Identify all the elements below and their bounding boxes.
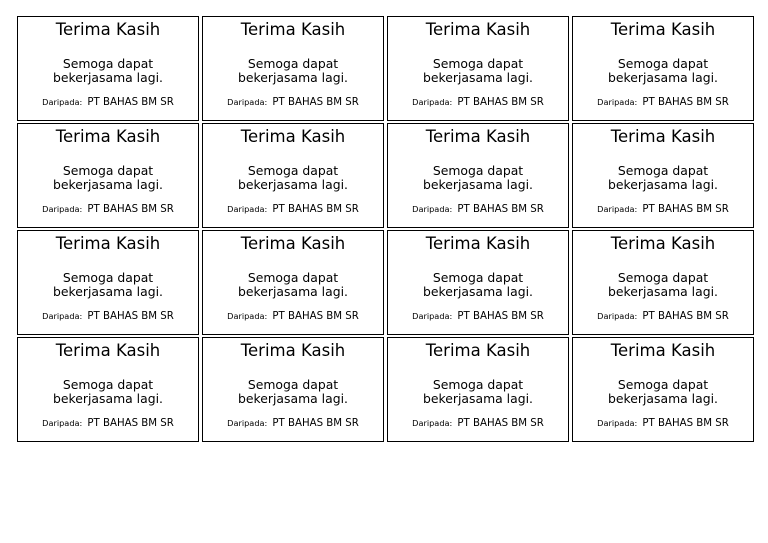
thank-you-card	[202, 230, 384, 335]
from-label: Daripada:	[42, 418, 83, 428]
card-title: Terima Kasih	[55, 341, 161, 360]
from-name: PT BAHAS BM SR	[272, 97, 359, 108]
thank-you-card	[387, 337, 569, 442]
card-from	[203, 201, 383, 216]
thank-you-card	[572, 230, 754, 335]
from-name: PT BAHAS BM SR	[87, 204, 174, 215]
from-name: PT BAHAS BM SR	[642, 418, 729, 429]
thank-you-card	[17, 16, 199, 121]
from-name: PT BAHAS BM SR	[457, 418, 544, 429]
card-title: Terima Kasih	[425, 20, 531, 39]
card-message: Semoga dapat bekerjasama lagi.	[608, 163, 718, 192]
card-title: Terima Kasih	[425, 234, 531, 253]
thank-you-card-sheet	[17, 16, 753, 442]
from-label: Daripada:	[42, 204, 83, 214]
from-label: Daripada:	[227, 204, 268, 214]
from-name: PT BAHAS BM SR	[457, 204, 544, 215]
from-label: Daripada:	[227, 311, 268, 321]
from-name: PT BAHAS BM SR	[272, 311, 359, 322]
card-title: Terima Kasih	[610, 234, 716, 253]
thank-you-card	[202, 337, 384, 442]
card-message: Semoga dapat bekerjasama lagi.	[53, 270, 163, 299]
card-message: Semoga dapat bekerjasama lagi.	[608, 377, 718, 406]
card-title: Terima Kasih	[240, 234, 346, 253]
thank-you-card	[202, 123, 384, 228]
thank-you-card	[572, 123, 754, 228]
card-from	[573, 308, 753, 323]
card-message: Semoga dapat bekerjasama lagi.	[608, 270, 718, 299]
from-name: PT BAHAS BM SR	[87, 418, 174, 429]
thank-you-card	[387, 230, 569, 335]
from-label: Daripada:	[597, 204, 638, 214]
card-title: Terima Kasih	[240, 341, 346, 360]
from-label: Daripada:	[227, 97, 268, 107]
card-message: Semoga dapat bekerjasama lagi.	[423, 270, 533, 299]
from-name: PT BAHAS BM SR	[457, 97, 544, 108]
from-label: Daripada:	[412, 204, 453, 214]
card-message: Semoga dapat bekerjasama lagi.	[423, 377, 533, 406]
thank-you-card	[572, 337, 754, 442]
card-message: Semoga dapat bekerjasama lagi.	[238, 163, 348, 192]
card-from	[573, 201, 753, 216]
card-message: Semoga dapat bekerjasama lagi.	[53, 377, 163, 406]
card-from	[388, 415, 568, 430]
from-label: Daripada:	[597, 311, 638, 321]
from-label: Daripada:	[412, 311, 453, 321]
from-label: Daripada:	[597, 418, 638, 428]
from-name: PT BAHAS BM SR	[642, 204, 729, 215]
card-from	[573, 94, 753, 109]
from-label: Daripada:	[412, 97, 453, 107]
card-title: Terima Kasih	[55, 20, 161, 39]
card-from	[573, 415, 753, 430]
from-name: PT BAHAS BM SR	[272, 418, 359, 429]
card-title: Terima Kasih	[55, 127, 161, 146]
from-label: Daripada:	[42, 97, 83, 107]
card-from	[18, 308, 198, 323]
card-from	[388, 201, 568, 216]
from-label: Daripada:	[227, 418, 268, 428]
card-message: Semoga dapat bekerjasama lagi.	[238, 377, 348, 406]
card-message: Semoga dapat bekerjasama lagi.	[53, 163, 163, 192]
card-title: Terima Kasih	[425, 127, 531, 146]
card-message: Semoga dapat bekerjasama lagi.	[238, 56, 348, 85]
thank-you-card	[387, 16, 569, 121]
from-name: PT BAHAS BM SR	[642, 311, 729, 322]
from-label: Daripada:	[597, 97, 638, 107]
card-title: Terima Kasih	[610, 20, 716, 39]
from-name: PT BAHAS BM SR	[457, 311, 544, 322]
from-name: PT BAHAS BM SR	[87, 311, 174, 322]
card-title: Terima Kasih	[610, 127, 716, 146]
card-message: Semoga dapat bekerjasama lagi.	[423, 56, 533, 85]
card-from	[203, 308, 383, 323]
from-label: Daripada:	[412, 418, 453, 428]
card-message: Semoga dapat bekerjasama lagi.	[608, 56, 718, 85]
card-from	[388, 94, 568, 109]
card-from	[18, 94, 198, 109]
thank-you-card	[17, 337, 199, 442]
thank-you-card	[202, 16, 384, 121]
card-title: Terima Kasih	[240, 20, 346, 39]
card-from	[203, 94, 383, 109]
thank-you-card	[17, 123, 199, 228]
from-label: Daripada:	[42, 311, 83, 321]
card-from	[18, 201, 198, 216]
thank-you-card	[387, 123, 569, 228]
card-from	[18, 415, 198, 430]
card-message: Semoga dapat bekerjasama lagi.	[53, 56, 163, 85]
from-name: PT BAHAS BM SR	[272, 204, 359, 215]
card-from	[203, 415, 383, 430]
card-title: Terima Kasih	[610, 341, 716, 360]
card-from	[388, 308, 568, 323]
card-message: Semoga dapat bekerjasama lagi.	[238, 270, 348, 299]
from-name: PT BAHAS BM SR	[642, 97, 729, 108]
card-title: Terima Kasih	[240, 127, 346, 146]
thank-you-card	[572, 16, 754, 121]
card-title: Terima Kasih	[425, 341, 531, 360]
from-name: PT BAHAS BM SR	[87, 97, 174, 108]
card-message: Semoga dapat bekerjasama lagi.	[423, 163, 533, 192]
card-title: Terima Kasih	[55, 234, 161, 253]
thank-you-card	[17, 230, 199, 335]
